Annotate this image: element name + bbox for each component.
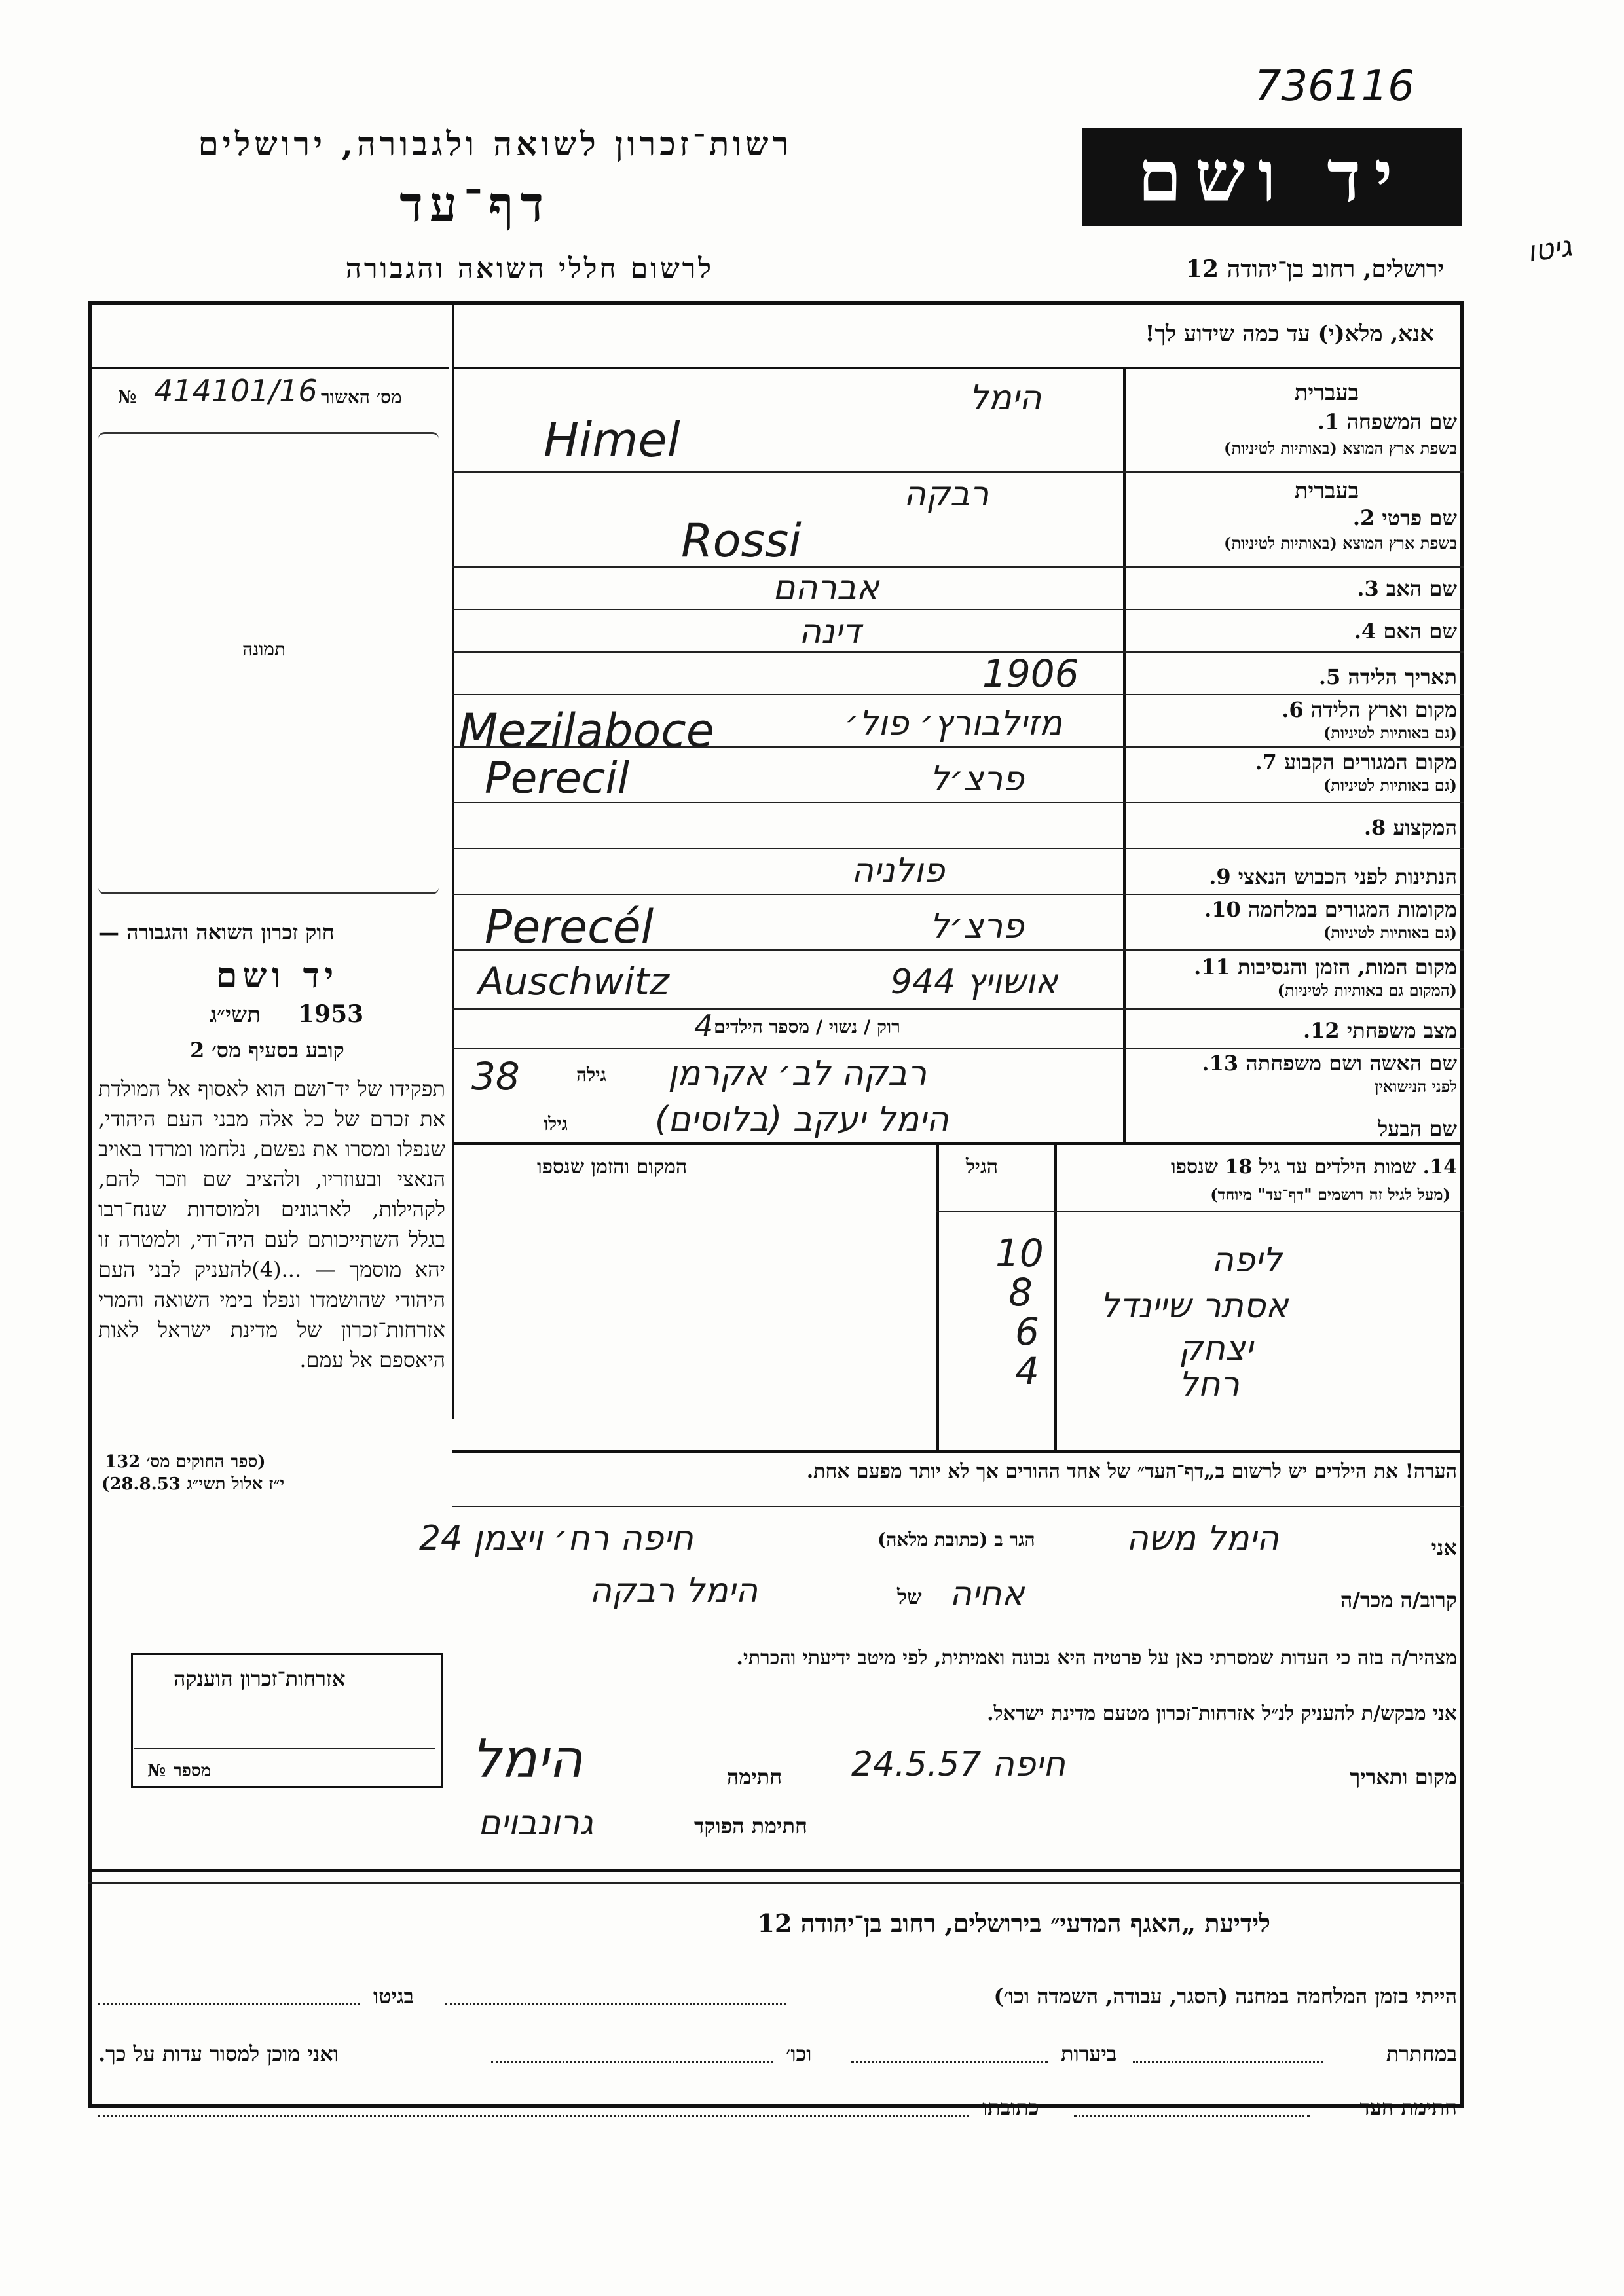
field-7-sub: (גם באותיות לטיניות) xyxy=(1323,776,1457,795)
field-10-label: מקומות המגורים במלחמה xyxy=(1247,897,1457,922)
photo-frame xyxy=(98,432,439,894)
field-5-num: 5. xyxy=(1318,665,1341,689)
of-label: של xyxy=(897,1584,922,1609)
father-name: אברהם xyxy=(773,568,879,608)
wartime-residence-latin: Perecél xyxy=(485,900,654,954)
child-1-age: 10 xyxy=(995,1231,1044,1275)
approval-value: 414101/16 xyxy=(154,373,318,409)
field-1-num: 1. xyxy=(1317,409,1340,434)
children-bottom-rule xyxy=(452,1450,1464,1453)
field-2-num: 2. xyxy=(1352,505,1375,530)
law-clause: קובע בסעיף מס׳ 2 xyxy=(190,1038,344,1063)
lang-hebrew-1: בעברית xyxy=(1294,380,1359,406)
child-3-age: 6 xyxy=(1015,1309,1039,1354)
relation: אחיה xyxy=(950,1575,1025,1614)
child-2-age: 8 xyxy=(1008,1270,1033,1315)
death-place-hebrew: אושויץ 944 xyxy=(891,962,1058,1002)
signature: הימל xyxy=(471,1728,583,1789)
field-11-label: מקום המות, הזמן והנסיבות xyxy=(1237,955,1457,979)
footer-ghetto: בגיטו xyxy=(373,1984,414,2009)
field-6-label: מקום וארץ הלידה xyxy=(1310,697,1457,722)
child-1-name: ליפה xyxy=(1211,1241,1282,1280)
row-rule-1 xyxy=(452,471,1464,473)
husband-name: הימל יעקב (בלוסים) xyxy=(655,1100,949,1139)
citizenship: פולניה xyxy=(851,851,945,890)
birthplace-latin: Mezilaboce xyxy=(458,704,714,757)
wife-age-label: גילה xyxy=(576,1064,606,1085)
law-ref-1: (ספר החוקים מס׳ 132 xyxy=(105,1452,266,1472)
cert-number-label: מספר xyxy=(174,1761,212,1781)
field-5-label: תאריך הלידה xyxy=(1348,665,1457,689)
field-4-num: 4. xyxy=(1354,619,1376,644)
husband-label: שם הבעל xyxy=(1378,1116,1457,1141)
given-name-hebrew: רבקה xyxy=(904,475,989,514)
wife-age: 38 xyxy=(471,1054,520,1099)
field-13-sub: לפני הנישואין xyxy=(1375,1077,1457,1096)
declarant-address: חיפה רח׳ ויצמן 24 xyxy=(419,1519,693,1558)
footer-forests-line xyxy=(851,2061,1048,2063)
lang-hebrew-2: בעברית xyxy=(1294,478,1359,504)
field-10-num: 10. xyxy=(1204,897,1241,922)
footer-forests: ביערות xyxy=(1061,2041,1117,2066)
child-4-name: רחל xyxy=(1179,1365,1240,1404)
field-3-label: שם האב xyxy=(1386,576,1457,601)
children-age-divider xyxy=(1054,1142,1057,1450)
given-name-latin: Rossi xyxy=(681,514,802,568)
residence-hebrew: פרצ׳ל xyxy=(930,759,1024,799)
field-2-label: שם פרטי xyxy=(1382,505,1457,530)
declaration-text: מצהיר/ה בזה כי העדות שמסרתי כאן על פרטיה היא נכונה ואמיתית, לפי מיטב ידיעתי והכרתי. xyxy=(736,1647,1457,1669)
children-place-header: המקום והזמן שנספו xyxy=(537,1156,688,1178)
footer-underground: במחתרת xyxy=(1386,2041,1457,2066)
field-9-label: הנתינות לפני הכבוש הנאצי xyxy=(1238,864,1457,889)
field-2-sub: בשפת ארץ המוצא (באותיות לטיניות) xyxy=(1224,534,1457,553)
left-column-divider xyxy=(452,303,454,1419)
approval-label: מס׳ האשור xyxy=(321,386,402,408)
cert-line xyxy=(134,1748,435,1749)
signature-label: חתימה xyxy=(727,1764,783,1789)
declarant-i-label: אני xyxy=(1431,1535,1457,1560)
approval-no-sign: № xyxy=(118,388,137,407)
children-note: (מעל לגיל זה רושמים "דף־עד" מיוחד) xyxy=(1210,1185,1450,1204)
law-year-he: תשי״ג xyxy=(210,1002,261,1028)
mother-name: דינה xyxy=(799,612,861,651)
field-1-label: שם המשפחה xyxy=(1346,409,1457,434)
child-2-name: אסתר שיינדל xyxy=(1100,1286,1289,1326)
field-12-label: מצב משפחתי xyxy=(1346,1018,1457,1043)
row-rule-12 xyxy=(452,1048,1464,1049)
field-12-num: 12. xyxy=(1303,1018,1340,1043)
margin-note: גיטו xyxy=(1524,229,1574,269)
children-age-header: הגיל xyxy=(966,1156,999,1178)
husband-age-label: גילו xyxy=(544,1113,568,1135)
law-title: חוק זכרון השואה והגבורה — xyxy=(98,920,335,945)
footer-witness-line xyxy=(1074,2115,1310,2117)
verifier-signature: גרונבוים xyxy=(478,1804,594,1843)
header-address: ירושלים, רחוב בן־יהודה 12 xyxy=(1185,255,1444,283)
footer-address-line xyxy=(98,2115,969,2117)
footer-camp-line xyxy=(445,2003,786,2005)
field-13-label: שם האשה ושם משפחתה xyxy=(1246,1051,1457,1076)
row-rule-5 xyxy=(452,694,1464,695)
field-3-num: 3. xyxy=(1357,576,1379,601)
field-11-sub: (המקום גם באותיות לטיניות) xyxy=(1277,981,1457,1000)
relative-label: קרוב/ה מכר/ה xyxy=(1340,1588,1457,1613)
footer-top-rule xyxy=(88,1869,1464,1872)
row-rule-3 xyxy=(452,609,1464,610)
field-8-num: 8. xyxy=(1363,815,1386,840)
footer-etc: וכו׳ xyxy=(786,2041,812,2066)
surname-latin: Himel xyxy=(544,412,680,467)
death-place-latin: Auschwitz xyxy=(478,959,670,1004)
birthplace-hebrew: מזילבורץ׳ פול׳ xyxy=(845,704,1063,743)
birth-year: 1906 xyxy=(982,651,1079,696)
form-title: דף־עד xyxy=(399,177,550,233)
field-1-sub: בשפת ארץ המוצא (באותיות לטיניות) xyxy=(1224,439,1457,458)
archive-number: 736116 xyxy=(1254,62,1414,111)
declarant-name: הימל משה xyxy=(1126,1519,1280,1558)
verifier-label: חתימת הפוקד xyxy=(694,1813,807,1838)
instructions-rule xyxy=(452,367,1464,369)
footer-ghetto-line xyxy=(98,2003,360,2005)
wartime-residence-hebrew: פרצ׳ל xyxy=(930,907,1024,946)
law-year: 1953 xyxy=(298,1000,364,1028)
yad-vashem-logo: יד ושם xyxy=(1082,128,1462,226)
field-13-num: 13. xyxy=(1202,1051,1239,1076)
cert-title: אזרחות־זכרון הוענקה xyxy=(174,1666,346,1691)
place-date: חיפה 24.5.57 xyxy=(851,1745,1066,1784)
place-date-label: מקום ותאריך xyxy=(1350,1764,1457,1789)
footer-line-1: הייתי בזמן המלחמה במחנה (הסגר, עבודה, השמדה וכו׳) xyxy=(993,1984,1457,2009)
footer-top-rule-2 xyxy=(88,1882,1464,1884)
field-6-sub: (גם באותיות לטיניות) xyxy=(1323,723,1457,742)
children-top-rule xyxy=(452,1142,1464,1145)
law-name: יד ושם xyxy=(216,956,339,996)
children-header-rule xyxy=(936,1211,1464,1212)
law-body: תפקידו של יד־ושם הוא לאסוף אל המולדת את זכרם של כל אלה מבני העם היהודי, שנפלו ומסרו את נפשם, נלחמו ומרדו באויב הנאצי ובעוזריו, ולהציב שם וזכר להם, לקהילות, לארגונים ולמוסדות שנח־רבו בגלל השתייכותם לעם היה־ודי, ולמטרה זו יהא מוסמך — ...(4)להעניק לבני העם היהודי שהושמדו ונפלו בימי השואה והמרי אזרחות־זכרון של מדינת ישראל לאות היאספם אל עמם. xyxy=(98,1076,446,1372)
field-8-label: המקצוע xyxy=(1393,815,1457,840)
field-6-num: 6. xyxy=(1282,697,1304,722)
wife-name: רבקה לב׳ אקרמן xyxy=(668,1054,927,1093)
field-4-label: שם האם xyxy=(1383,619,1457,644)
label-column-divider xyxy=(1123,367,1126,1142)
row-rule-11 xyxy=(452,1008,1464,1010)
residence-latin: Perecil xyxy=(485,753,630,803)
field-10-sub: (גם באותיות לטיניות) xyxy=(1323,923,1457,942)
marital-children-count: 4 xyxy=(694,1008,714,1044)
child-4-age: 4 xyxy=(1015,1349,1039,1393)
row-rule-2 xyxy=(452,566,1464,568)
footer-underground-line xyxy=(1133,2061,1323,2063)
organization-line: רשות־זכרון לשואה ולגבורה, ירושלים xyxy=(198,124,792,163)
row-rule-4 xyxy=(452,651,1464,653)
law-ref-2: י״ז אלול תשי״ג 28.8.53) xyxy=(101,1474,285,1494)
marital-options: רוק / נשוי / מספר הילדים xyxy=(714,1016,900,1038)
footer-address: כתובתו xyxy=(982,2095,1039,2120)
photo-label: תמונה xyxy=(242,638,286,660)
field-11-num: 11. xyxy=(1194,955,1230,979)
children-title: 14. שמות הילדים עד גיל 18 שנספו xyxy=(1170,1156,1457,1178)
request-text: אני מבקש/ת להעניק לנ״ל אזרחות־זכרון מטעם מדינת ישראל. xyxy=(987,1702,1457,1725)
footer-witness-sig: חתימת העד xyxy=(1359,2095,1457,2120)
row-rule-9 xyxy=(452,894,1464,895)
declarant-address-label: הגר ב (כתובת מלאה) xyxy=(877,1529,1035,1550)
footer-ready: ואני מוכן למסור עדות על כך. xyxy=(98,2041,339,2066)
field-7-label: מקום המגורים הקבוע xyxy=(1284,750,1457,774)
instructions: אנא, מלא(י) עד כמה שידוע לך! xyxy=(1145,321,1434,347)
note-rule xyxy=(452,1506,1464,1507)
cert-no-sign: № xyxy=(147,1761,166,1781)
footer-title: לידיעת „האגף המדעי״ בירושלים, רחוב בן־יהודה 12 xyxy=(757,1908,1270,1938)
child-3-name: יצחק xyxy=(1179,1329,1253,1368)
surname-hebrew: הימל xyxy=(969,378,1042,418)
approval-ticks xyxy=(92,321,449,369)
note-line: הערה! את הילדים יש לרשום ב„דף־העד״ של אחד ההורים אך לא יותר מפעם אחת. xyxy=(806,1460,1457,1483)
of-name: הימל רבקה xyxy=(589,1571,758,1611)
field-7-num: 7. xyxy=(1255,750,1277,774)
form-subtitle: לרשום חללי השואה והגבורה xyxy=(345,252,714,284)
field-9-num: 9. xyxy=(1209,864,1231,889)
row-rule-8 xyxy=(452,848,1464,849)
footer-etc-line xyxy=(491,2061,773,2063)
children-name-divider xyxy=(936,1142,939,1450)
